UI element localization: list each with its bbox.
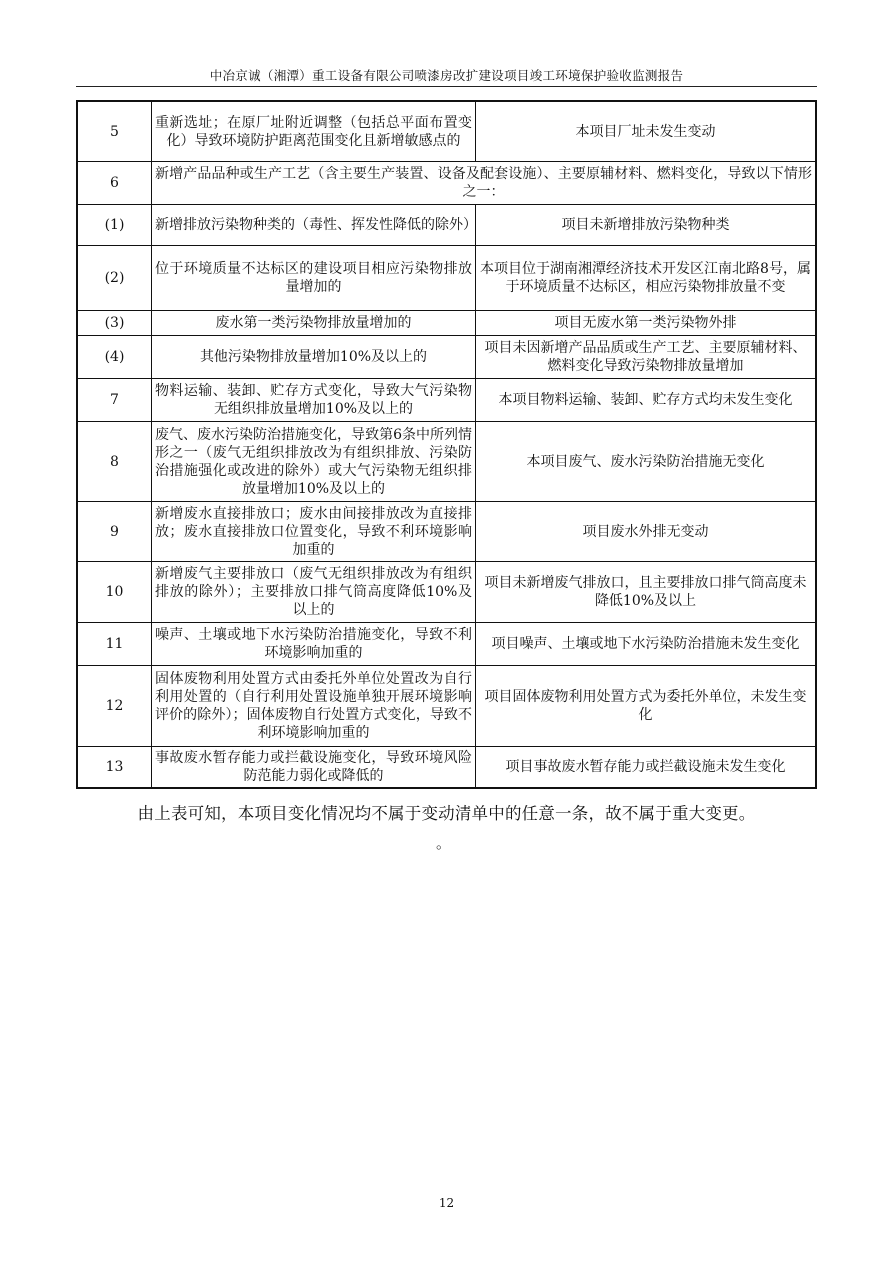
table-row xyxy=(77,562,816,623)
row-number: (3) xyxy=(77,311,152,336)
row-number: (4) xyxy=(77,336,152,379)
row-number: 5 xyxy=(77,101,152,162)
table-row xyxy=(77,205,816,246)
page-header: 中冶京诚（湘潭）重工设备有限公司喷漆房改扩建设项目竣工环境保护验收监测报告 xyxy=(209,68,684,83)
row-requirement: 固体废物利用处置方式由委托外单位处置改为自行利用处置的（自行利用处置设施单独开展环境影响评价的除外）；固体废物自行处置方式变化，导致不利环境影响加重的 xyxy=(152,666,476,747)
row-requirement: 位于环境质量不达标区的建设项目相应污染物排放量增加的 xyxy=(152,246,476,311)
row-result: 项目无废水第一类污染物外排 xyxy=(476,311,817,336)
table-row xyxy=(77,246,816,311)
change-checklist-table xyxy=(76,100,817,789)
row-number: 10 xyxy=(77,562,152,623)
row-result: 项目噪声、土壤或地下水污染防治措施未发生变化 xyxy=(476,623,817,666)
row-result: 项目废水外排无变动 xyxy=(476,502,817,562)
row-requirement: 重新选址；在原厂址附近调整（包括总平面布置变化）导致环境防护距离范围变化且新增敏感点的 xyxy=(152,101,476,162)
table-row xyxy=(77,162,816,205)
table-row xyxy=(77,336,816,379)
table-row xyxy=(77,747,816,789)
row-number: 9 xyxy=(77,502,152,562)
row-result: 本项目位于湖南湘潭经济技术开发区江南北路8号，属于环境质量不达标区，相应污染物排放量不变 xyxy=(476,246,817,311)
row-result: 本项目物料运输、装卸、贮存方式均未发生变化 xyxy=(476,379,817,422)
row-requirement: 新增排放污染物种类的（毒性、挥发性降低的除外） xyxy=(152,205,476,246)
row-result: 项目未新增排放污染物种类 xyxy=(476,205,817,246)
row-requirement: 事故废水暂存能力或拦截设施变化，导致环境风险防范能力弱化或降低的 xyxy=(152,747,476,789)
table-row xyxy=(77,502,816,562)
table-row xyxy=(77,101,816,162)
table-row xyxy=(77,379,816,422)
row-result: 本项目厂址未发生变动 xyxy=(476,101,817,162)
stray-punctuation: 。 xyxy=(436,834,452,852)
conclusion-paragraph: 由上表可知，本项目变化情况均不属于变动清单中的任意一条，故不属于重大变更。 xyxy=(137,804,756,823)
row-requirement: 新增废气主要排放口（废气无组织排放改为有组织排放的除外）；主要排放口排气筒高度降低10%及以上的 xyxy=(152,562,476,623)
row-number: 7 xyxy=(77,379,152,422)
row-result: 本项目废气、废水污染防治措施无变化 xyxy=(476,422,817,502)
row-result: 项目固体废物利用处置方式为委托外单位，未发生变化 xyxy=(476,666,817,747)
table-row xyxy=(77,311,816,336)
row-result: 项目事故废水暂存能力或拦截设施未发生变化 xyxy=(476,747,817,789)
header-divider xyxy=(76,86,817,87)
row-number: 6 xyxy=(77,162,152,205)
row-result: 项目未因新增产品品质或生产工艺、主要原辅材料、燃料变化导致污染物排放量增加 xyxy=(476,336,817,379)
row-result: 项目未新增废气排放口，且主要排放口排气筒高度未降低10%及以上 xyxy=(476,562,817,623)
row-number: 8 xyxy=(77,422,152,502)
row-requirement: 新增产品品种或生产工艺（含主要生产装置、设备及配套设施）、主要原辅材料、燃料变化，导致以下情形之一： xyxy=(152,162,817,205)
table-row xyxy=(77,422,816,502)
table-row xyxy=(77,623,816,666)
row-number: (1) xyxy=(77,205,152,246)
row-number: 11 xyxy=(77,623,152,666)
row-requirement: 噪声、土壤或地下水污染防治措施变化，导致不利环境影响加重的 xyxy=(152,623,476,666)
row-requirement: 其他污染物排放量增加10%及以上的 xyxy=(152,336,476,379)
row-requirement: 废水第一类污染物排放量增加的 xyxy=(152,311,476,336)
row-number: 13 xyxy=(77,747,152,789)
table-row xyxy=(77,666,816,747)
row-number: (2) xyxy=(77,246,152,311)
row-requirement: 新增废水直接排放口；废水由间接排放改为直接排放；废水直接排放口位置变化，导致不利环境影响加重的 xyxy=(152,502,476,562)
row-number: 12 xyxy=(77,666,152,747)
row-requirement: 废气、废水污染防治措施变化，导致第6条中所列情形之一（废气无组织排放改为有组织排放、污染防治措施强化或改进的除外）或大气污染物无组织排放量增加10%及以上的 xyxy=(152,422,476,502)
page-number: 12 xyxy=(438,1196,455,1210)
row-requirement: 物料运输、装卸、贮存方式变化，导致大气污染物无组织排放量增加10%及以上的 xyxy=(152,379,476,422)
